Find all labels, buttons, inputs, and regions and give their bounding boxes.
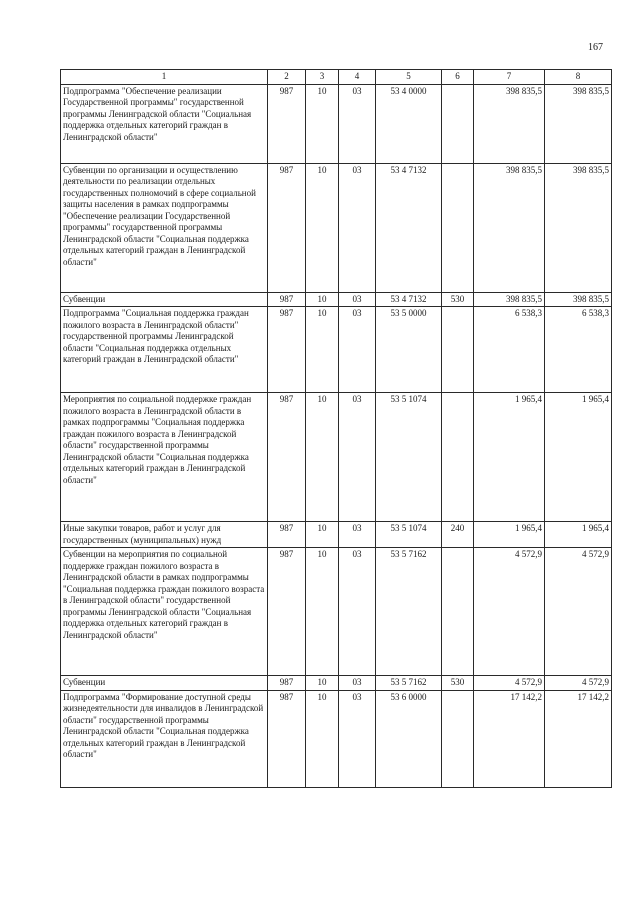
subsection-cell: 03: [339, 163, 376, 292]
section-cell: 10: [306, 292, 339, 307]
section-cell: 10: [306, 690, 339, 787]
subsection-cell: 03: [339, 690, 376, 787]
target-article-cell: 53 5 7162: [376, 548, 442, 676]
target-article-cell: 53 4 7132: [376, 163, 442, 292]
amount-cell: 17 142,2: [545, 690, 612, 787]
expense-type-cell: 240: [442, 522, 474, 548]
expense-type-cell: [442, 163, 474, 292]
amount-cell: 1 965,4: [545, 522, 612, 548]
amount-cell: 4 572,9: [545, 548, 612, 676]
expense-type-cell: 530: [442, 292, 474, 307]
amount-cell: 1 965,4: [474, 393, 545, 522]
target-article-cell: 53 4 0000: [376, 84, 442, 163]
admin-code-cell: 987: [268, 676, 306, 691]
admin-code-cell: 987: [268, 393, 306, 522]
amount-cell: 6 538,3: [545, 307, 612, 393]
subsection-cell: 03: [339, 548, 376, 676]
row-description: Субвенции: [61, 676, 268, 691]
subsection-cell: 03: [339, 307, 376, 393]
subsection-cell: 03: [339, 292, 376, 307]
section-cell: 10: [306, 522, 339, 548]
target-article-cell: 53 5 0000: [376, 307, 442, 393]
expense-type-cell: 530: [442, 676, 474, 691]
column-header: 2: [268, 70, 306, 85]
table-row: [61, 690, 612, 787]
table-row: [61, 548, 612, 676]
amount-cell: 4 572,9: [545, 676, 612, 691]
amount-cell: 1 965,4: [545, 393, 612, 522]
table-row: [61, 84, 612, 163]
subsection-cell: 03: [339, 84, 376, 163]
amount-cell: 398 835,5: [474, 84, 545, 163]
column-header: 5: [376, 70, 442, 85]
column-header: 7: [474, 70, 545, 85]
section-cell: 10: [306, 548, 339, 676]
amount-cell: 17 142,2: [474, 690, 545, 787]
target-article-cell: 53 5 1074: [376, 393, 442, 522]
expense-type-cell: [442, 307, 474, 393]
target-article-cell: 53 4 7132: [376, 292, 442, 307]
column-header: 3: [306, 70, 339, 85]
amount-cell: 398 835,5: [545, 163, 612, 292]
section-cell: 10: [306, 163, 339, 292]
subsection-cell: 03: [339, 676, 376, 691]
budget-table: [60, 69, 612, 788]
section-cell: 10: [306, 676, 339, 691]
amount-cell: 398 835,5: [474, 292, 545, 307]
row-description: Субвенции по организации и осуществлению деятельности по реализации отдельных государственных полномочий в сфере социальной защиты населения в рамках подпрограммы "Обеспечение реализации Государственной программы" государственной программы Ленинградской области "Социальная поддержка отдельных категорий граждан в Ленинградской области": [61, 163, 268, 292]
amount-cell: 398 835,5: [474, 163, 545, 292]
table-row: [61, 522, 612, 548]
expense-type-cell: [442, 548, 474, 676]
amount-cell: 4 572,9: [474, 676, 545, 691]
row-description: Мероприятия по социальной поддержке граждан пожилого возраста в Ленинградской области в рамках подпрограммы "Социальная поддержка граждан пожилого возраста в Ленинградской области" государственной программы Ленинградской области "Социальная поддержка отдельных категорий граждан в Ленинградской области": [61, 393, 268, 522]
admin-code-cell: 987: [268, 690, 306, 787]
expense-type-cell: [442, 393, 474, 522]
admin-code-cell: 987: [268, 84, 306, 163]
section-cell: 10: [306, 84, 339, 163]
amount-cell: 1 965,4: [474, 522, 545, 548]
column-header: 1: [61, 70, 268, 85]
amount-cell: 4 572,9: [474, 548, 545, 676]
row-description: Субвенции на мероприятия по социальной поддержке граждан пожилого возраста в Ленинградской области в рамках подпрограммы "Социальная поддержка граждан пожилого возраста в Ленинградской области" государственной программы Ленинградской области "Социальная поддержка отдельных категорий граждан в Ленинградской области": [61, 548, 268, 676]
subsection-cell: 03: [339, 393, 376, 522]
section-cell: 10: [306, 307, 339, 393]
admin-code-cell: 987: [268, 522, 306, 548]
admin-code-cell: 987: [268, 163, 306, 292]
table-row: [61, 676, 612, 691]
admin-code-cell: 987: [268, 548, 306, 676]
target-article-cell: 53 6 0000: [376, 690, 442, 787]
row-description: Подпрограмма "Социальная поддержка граждан пожилого возраста в Ленинградской области" государственной программы Ленинградской области "Социальная поддержка отдельных категорий граждан в Ленинградской области": [61, 307, 268, 393]
column-header: 4: [339, 70, 376, 85]
row-description: Подпрограмма "Обеспечение реализации Государственной программы" государственной программы Ленинградской области "Социальная поддержка отдельных категорий граждан в Ленинградской области": [61, 84, 268, 163]
target-article-cell: 53 5 1074: [376, 522, 442, 548]
row-description: Субвенции: [61, 292, 268, 307]
expense-type-cell: [442, 690, 474, 787]
table-row: [61, 292, 612, 307]
section-cell: 10: [306, 393, 339, 522]
admin-code-cell: 987: [268, 292, 306, 307]
page-number: 167: [588, 42, 603, 53]
table-row: [61, 307, 612, 393]
amount-cell: 398 835,5: [545, 292, 612, 307]
table-header-row: [61, 70, 612, 85]
subsection-cell: 03: [339, 522, 376, 548]
amount-cell: 6 538,3: [474, 307, 545, 393]
table-row: [61, 393, 612, 522]
table-row: [61, 163, 612, 292]
expense-type-cell: [442, 84, 474, 163]
target-article-cell: 53 5 7162: [376, 676, 442, 691]
column-header: 6: [442, 70, 474, 85]
amount-cell: 398 835,5: [545, 84, 612, 163]
row-description: Иные закупки товаров, работ и услуг для государственных (муниципальных) нужд: [61, 522, 268, 548]
row-description: Подпрограмма "Формирование доступной среды жизнедеятельности для инвалидов в Ленинградской области" государственной программы Ленинградской области "Социальная поддержка отдельных категорий граждан в Ленинградской области": [61, 690, 268, 787]
admin-code-cell: 987: [268, 307, 306, 393]
column-header: 8: [545, 70, 612, 85]
